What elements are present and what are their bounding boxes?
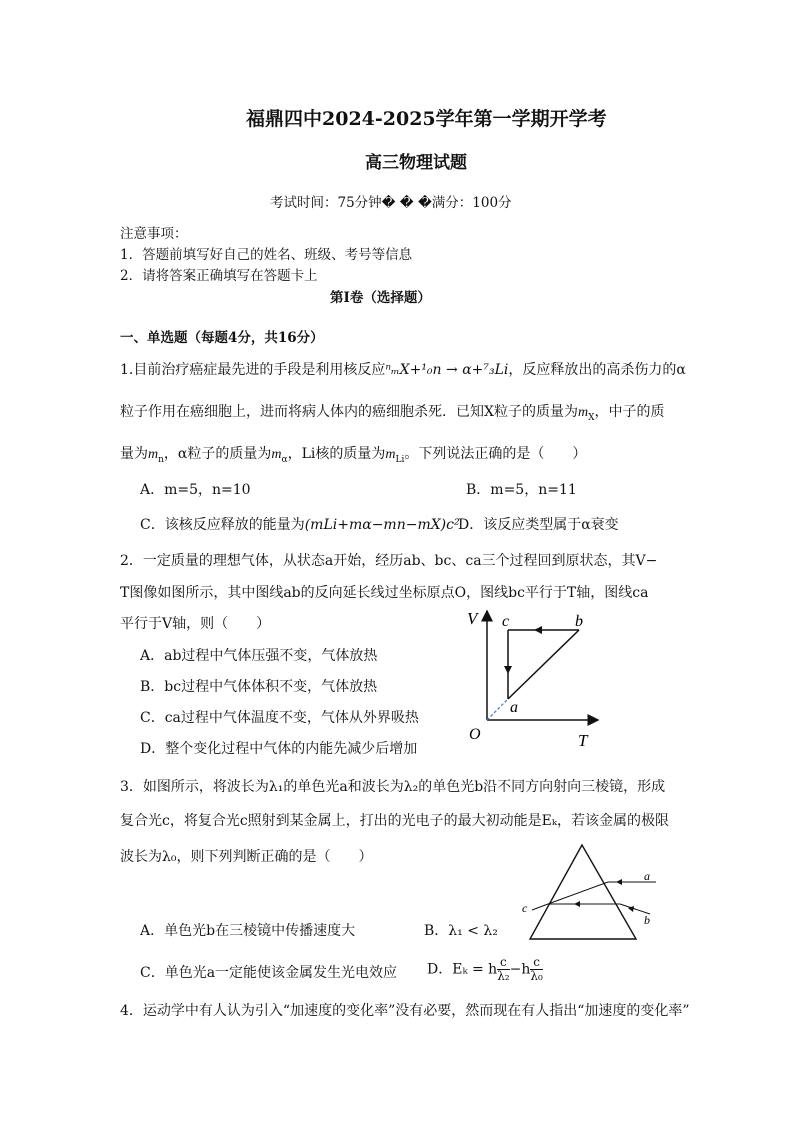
q2-option-d[interactable]: D．整个变化过程中气体的内能先减少后增加 [140, 741, 418, 757]
mass-sub: n [158, 454, 164, 465]
q3-line1: 3．如图所示，将波长为λ₁的单色光a和波长为λ₂的单色光b沿不同方向射向三棱镜，形成 [120, 779, 666, 795]
q2-line3: 平行于V轴，则（ ） [120, 616, 271, 632]
point-b: b [575, 613, 583, 630]
label-b: b [644, 913, 650, 927]
q1-option-c-text: C．该核反应释放的能量为 [140, 517, 305, 533]
q2-line1: 2．一定质量的理想气体，从状态a开始，经历ab、bc、ca三个过程回到原状态，其V− [120, 553, 658, 569]
q3-option-c[interactable]: C．单色光a一定能使该金属发生光电效应 [140, 965, 398, 981]
q1-text: 1.目前治疗癌症最先进的手段是利用核反应 [120, 362, 386, 378]
point-c: c [502, 613, 510, 630]
q1-text: ，Li核的质量为 [287, 446, 386, 462]
q2-option-c[interactable]: C．ca过程中气体温度不变，气体从外界吸热 [140, 710, 419, 726]
t-label: T [578, 731, 588, 750]
q2-option-b[interactable]: B．bc过程中气体体积不变，气体放热 [140, 679, 378, 695]
fraction: $\frac{c}{\text{λ₂}}$ [497, 955, 510, 983]
q1-text: 粒子作用在癌细胞上，进而将病人体内的癌细胞杀死．已知X粒子的质量为 [120, 404, 578, 420]
label-c: c [522, 901, 528, 915]
mass-sub: Li [395, 454, 405, 465]
section-heading: 一、单选题（每题4分，共16分） [120, 330, 324, 346]
q1-text: 。下列说法正确的是（ ） [404, 446, 587, 462]
line-ab [508, 630, 579, 699]
volume-title: 第I卷（选择题） [330, 290, 431, 306]
vt-graph-figure [462, 606, 612, 756]
ray-c-out [532, 904, 548, 910]
q1-line1 [120, 359, 686, 379]
origin-label: O [469, 726, 481, 743]
q3-option-d-text: D．Eₖ = h [427, 961, 498, 978]
q1-option-d[interactable]: D．该反应类型属于α衰变 [458, 517, 619, 533]
ray-a-arrow [616, 879, 622, 885]
mass-symbol: m [271, 447, 282, 462]
q2-line2: T图像如图所示，其中图线ab的反向延长线过坐标原点O，图线bc平行于T轴，图线ca [120, 585, 649, 601]
prism [530, 845, 636, 939]
mass-sub: α [281, 454, 288, 465]
q2-option-a[interactable]: A．ab过程中气体压强不变，气体放热 [140, 648, 378, 664]
ray-inside-arrow [574, 901, 580, 907]
q1-option-a[interactable]: A．m=5，n=10 [140, 482, 251, 498]
q1-option-c-formula: (mLi+mα−mn−mX)c² [304, 517, 460, 533]
q4-line1: 4．运动学中有人认为引入“加速度的变化率”没有必要，然而现在有人指出“加速度的变化率” [120, 1003, 690, 1019]
notes-heading: 注意事项： [120, 226, 188, 242]
exam-subtitle: 高三物理试题 [365, 153, 467, 173]
q1-line3 [120, 443, 586, 465]
q1-text: ，α粒子的质量为 [163, 446, 272, 462]
exam-title: 福鼎四中2024-2025学年第一学期开学考 [246, 108, 607, 130]
fraction: $\frac{c}{\text{λ₀}}$ [530, 955, 543, 983]
mass-symbol: m [385, 447, 396, 462]
extension-line [487, 699, 508, 720]
q1-option-c[interactable] [140, 514, 460, 534]
q3-line2: 复合光c，将复合光c照射到某金属上，打出的光电子的最大初动能是Eₖ，若该金属的极限 [120, 813, 670, 829]
v-label: V [467, 609, 478, 628]
ray-a-inside [548, 882, 608, 904]
q3-line3: 波长为λ₀，则下列判断正确的是（ ） [120, 849, 373, 865]
q1-text: ，中子的质 [594, 404, 665, 420]
q3-option-d[interactable]: D．Eₖ = h $\frac{c}{\text{λ₂}}$ −h $\frac{c}{\text{λ₀}}$ [427, 955, 543, 983]
note-item: 2．请将答案正确填写在答题卡上 [120, 268, 318, 284]
q1-option-b[interactable]: B．m=5，n=11 [466, 482, 577, 498]
q1-reaction: ⁿₘX+¹₀n → α+⁷₃Li [385, 362, 509, 378]
q1-text: ，反应释放出的高杀伤力的α [508, 362, 686, 378]
prism-figure [518, 842, 668, 942]
label-a: a [644, 869, 650, 883]
mass-symbol: m [148, 447, 159, 462]
q1-text: 量为 [120, 446, 148, 462]
arrow-bc [534, 626, 542, 634]
q1-line2 [120, 401, 665, 423]
q3-option-a[interactable]: A．单色光b在三棱镜中传播速度大 [140, 923, 356, 939]
q3-option-b[interactable]: B．λ₁ < λ₂ [424, 923, 498, 939]
point-a: a [510, 699, 518, 716]
mass-sub: X [588, 412, 595, 423]
arrow-ca [504, 666, 512, 674]
exam-info: 考试时间：75分钟� � �满分：100分 [270, 195, 512, 211]
note-item: 1．答题前填写好自己的姓名、班级、考号等信息 [120, 247, 413, 263]
mass-symbol: m [577, 405, 589, 420]
